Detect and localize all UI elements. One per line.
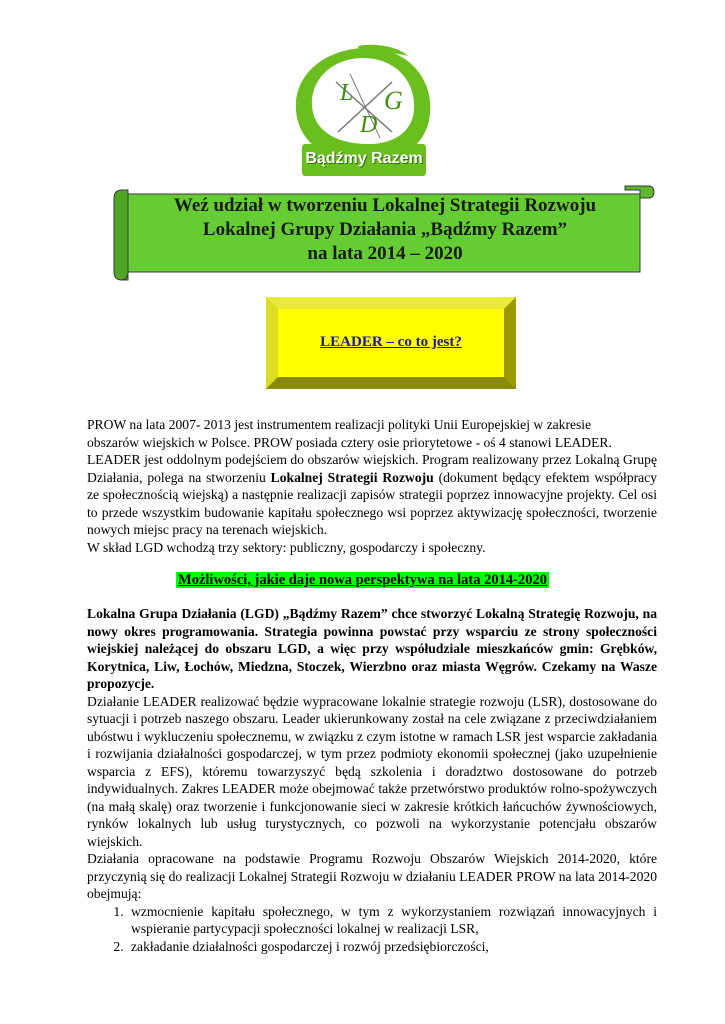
banner-title (150, 194, 620, 266)
logo-name: Bądźmy Razem (305, 150, 423, 167)
intro-line-1: PROW na lata 2007- 2013 jest instrumentem realizacji polityki Unii Europejskiej w zakresie (87, 417, 592, 432)
intro-line-2: obszarów wiejskich w Polsce. PROW posiada cztery osie priorytetowe - oś 4 stanowi LEADER. (87, 434, 612, 450)
intro-paragraph (87, 451, 657, 539)
leader-paragraph: Działanie LEADER realizować będzie wypracowane lokalnie strategie rozwoju (LSR), dostosowane do sytuacji i potrzeb naszego obszaru. Leader ukierunkowany został na cele związane z przeciwdziałaniem ubóstwu i wykluczeniu społecznemu, w związku z czym istotne w ramach LSR jest wsparcie zakładania i rozwijania działalności gospodarczej, w tym przez podmioty ekonomii społecznej (jako uzupełnienie wsparcia z EFS), któremu towarzyszyć będą szkolenia i doradztwo dostosowane do potrzeb indywidualnych. Zakres LEADER może obejmować także przetwórstwo produktów rolno-spożywczych (na małą skalę) oraz tworzenie i funkcjonowanie sieci w zakresie krótkich łańcuchów żywnościowych, rynków lokalnych lub usług turystycznych, co pozwoli na wykorzystanie potencjału obszarów wiejskich. (87, 693, 657, 849)
intro-section (87, 416, 657, 556)
bold-paragraph: Lokalna Grupa Działania (LGD) „Bądźmy Razem” chce stworzyć Lokalną Strategię Rozwoju, na nowy okres programowania. Strategia powinna powstać przy wsparciu ze strony społeczności wiejskiej należącej do obszaru LGD, a więc przy współudziale mieszkańców gmin: Grębków, Korytnica, Liw, Łochów, Miedzna, Stoczek, Wierzbno oraz miasta Węgrów. Czekamy na Wasze propozycje. (87, 606, 657, 691)
banner-line-1: Weź udział w tworzeniu Lokalnej Strategii Rozwoju (173, 195, 597, 216)
logo-letter-d: D (360, 112, 378, 138)
banner-line-2: Lokalnej Grupy Działania „Bądźmy Razem” (202, 219, 568, 240)
intro-text-a: LEADER jest oddolnym podejściem do obszarów wiejskich. Program realizowany przez Lokalną Grupę Działania, polega na stworzeniu (87, 452, 657, 485)
logo-letter-g: G (384, 86, 403, 115)
objectives-list (87, 903, 657, 956)
section-heading-text: Możliwości, jakie daje nowa perspektywa na lata 2014-2020 (178, 572, 547, 588)
logo-letter-l: L (340, 80, 354, 106)
title-banner (110, 180, 655, 288)
list-item: 1. wzmocnienie kapitału społecznego, w tym z wykorzystaniem rozwiązań innowacyjnych i wspieranie partycypacji społeczności lokalnej w realizacji LSR, (127, 903, 657, 938)
leader-box (266, 297, 516, 389)
prow-paragraph: Działania opracowane na podstawie Programu Rozwoju Obszarów Wiejskich 2014-2020, które przyczynią się do realizacji Lokalnej Strategii Rozwoju w działaniu LEADER PROW na lata 2014-2020 obejmują: (87, 851, 657, 901)
list-item: 2. zakładanie działalności gospodarczej i rozwój przedsiębiorczości, (127, 938, 657, 956)
intro-text-b: (dokument będący efektem współpracy ze społecznością wiejską) a następnie realizacji zapisów strategii poprzez innowacyjne projekty. Cel osi to przede wszystkim budowanie kapitału społecznego wsi poprzez aktywizację społeczności, tworzenie nowych miejsc pracy na terenach wiejskich. (87, 469, 658, 537)
intro-bold-lsr: Lokalnej Strategii Rozwoju (270, 469, 434, 485)
banner-line-3: na lata 2014 – 2020 (307, 243, 463, 264)
lgd-logo (288, 40, 438, 180)
body-section (87, 605, 657, 955)
section-heading (0, 571, 725, 589)
leader-heading: LEADER – co to jest? (320, 334, 462, 350)
intro-sectors: W skład LGD wchodzą trzy sektory: publiczny, gospodarczy i społeczny. (87, 539, 486, 555)
